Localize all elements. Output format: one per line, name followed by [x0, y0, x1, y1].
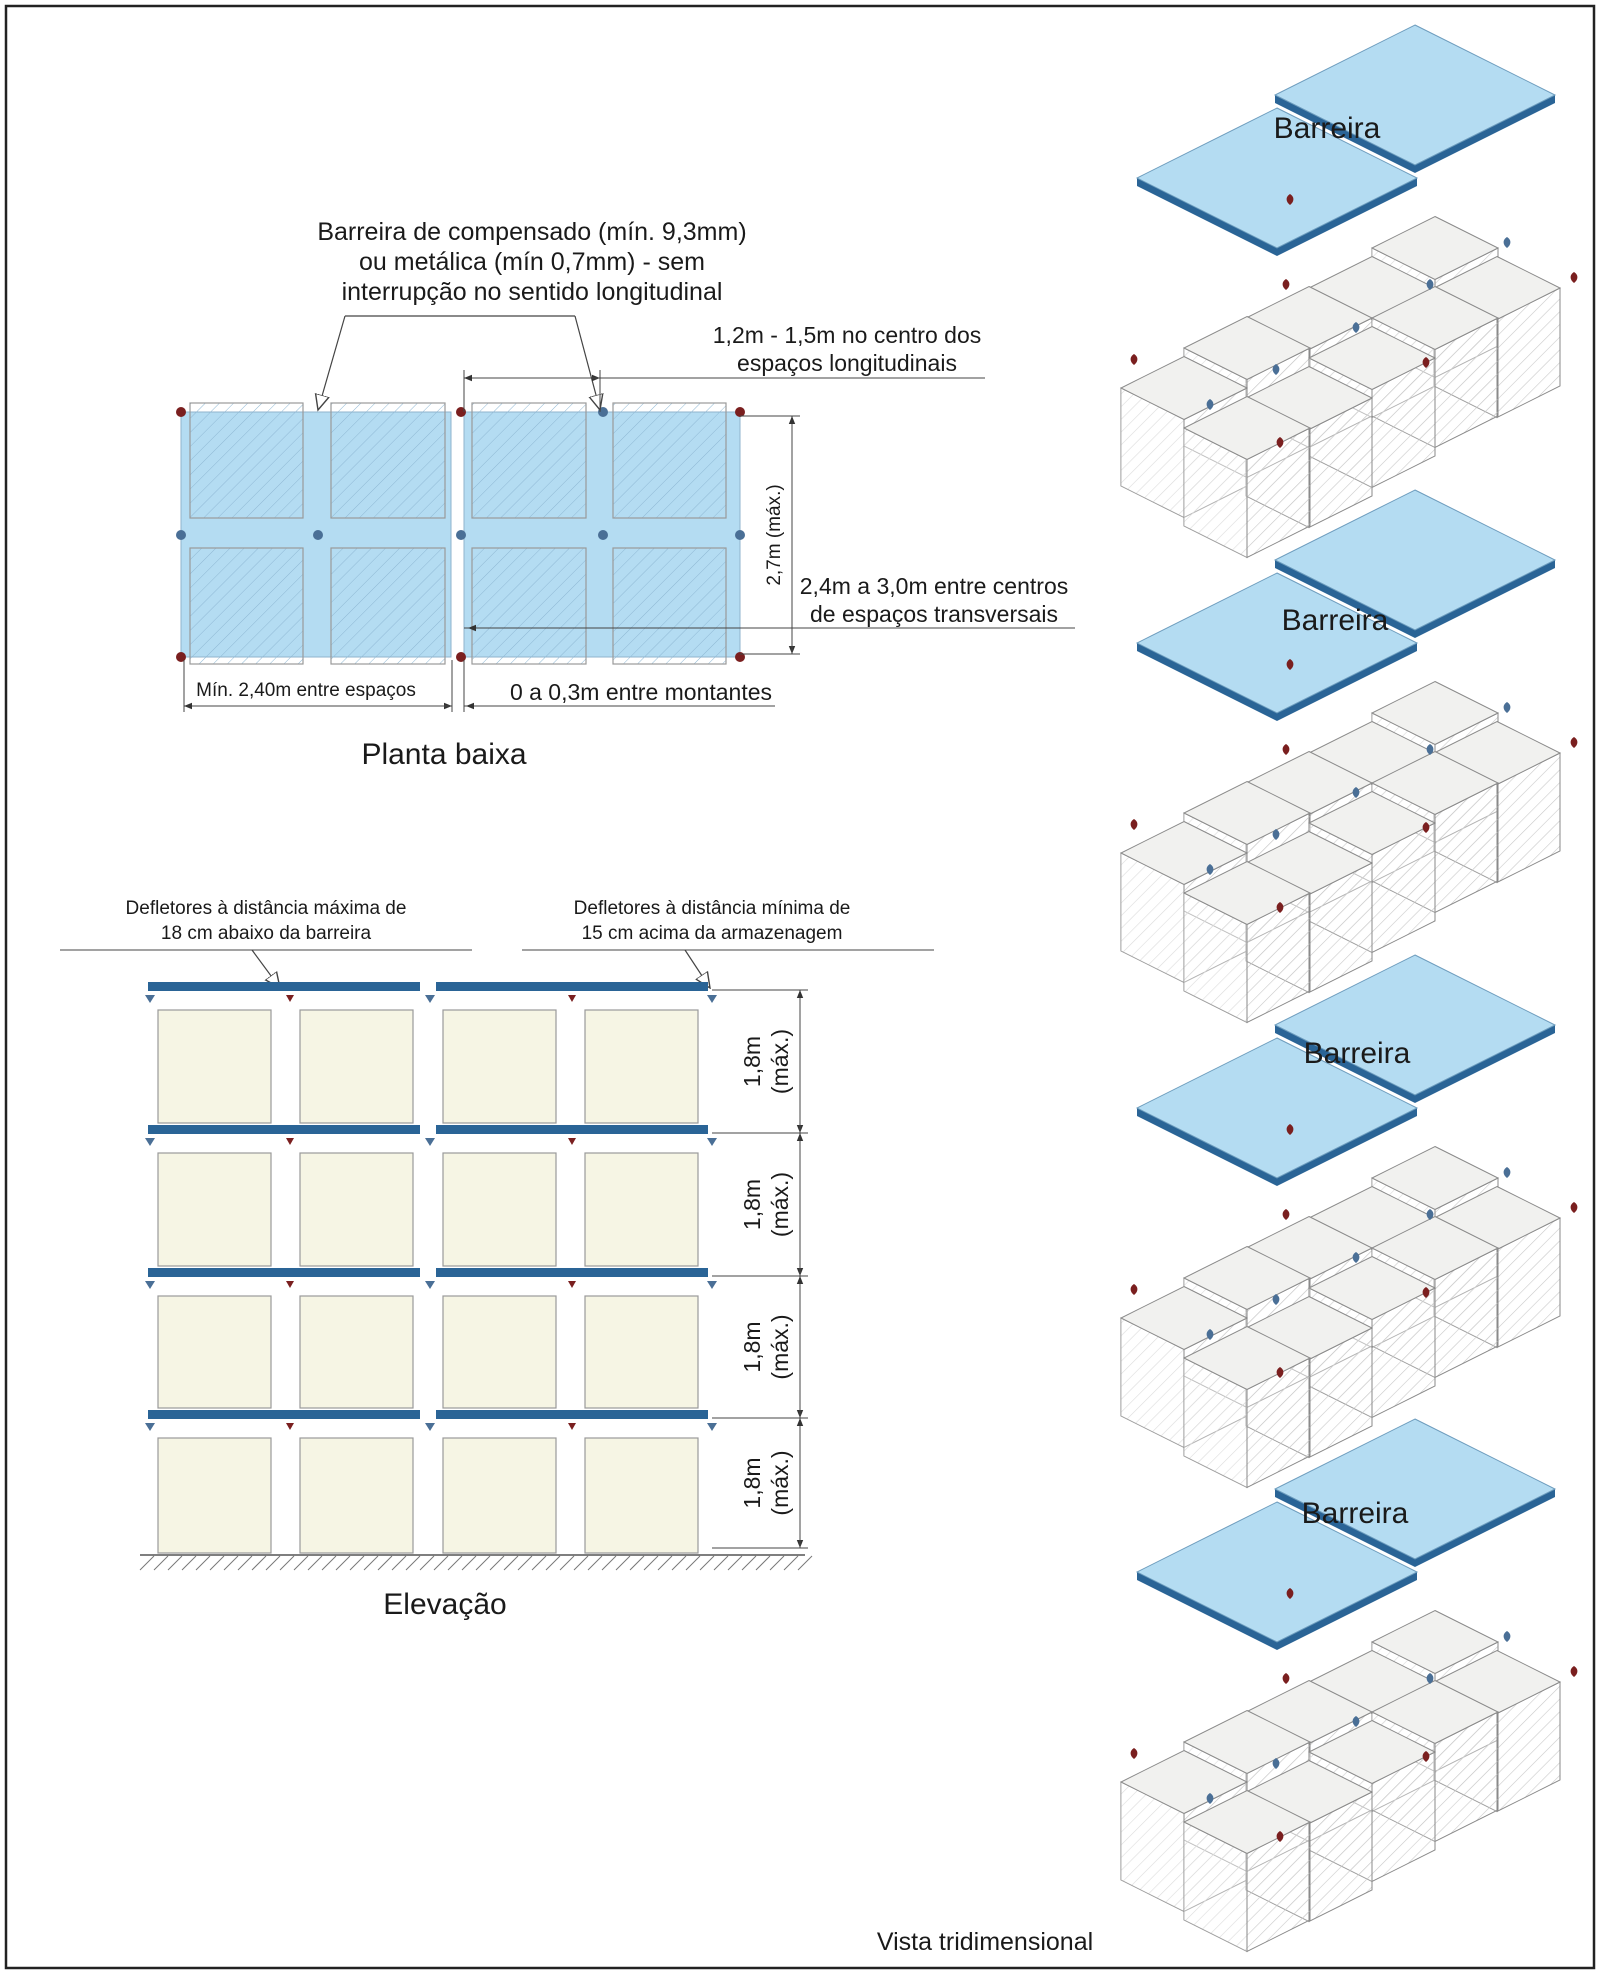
plan-transversal-note-line1: 2,4m a 3,0m entre centros	[799, 573, 1069, 599]
plan-storage-box	[613, 548, 726, 664]
plan-min-space-label: Mín. 2,40m entre espaços	[196, 680, 416, 701]
deflector-blue	[145, 1138, 155, 1146]
floor-plan	[176, 218, 1075, 771]
elevation-storage-box	[158, 1153, 271, 1266]
plan-storage-box	[331, 403, 445, 518]
ground-hatch	[140, 1556, 812, 1570]
elevation-right-note-line1: Defletores à distância mínima de	[573, 898, 851, 919]
elevation-storage-box	[585, 1010, 698, 1123]
sprinkler-dot-red	[176, 407, 186, 417]
iso-barrier-label: Barreira	[1303, 1037, 1411, 1070]
plan-storage-box	[472, 548, 586, 664]
sprinkler-dot-blue	[456, 530, 466, 540]
sprinkler-dot-blue	[735, 530, 745, 540]
elevation-left-note-line1: Defletores à distância máxima de	[125, 898, 407, 919]
elevation-barrier	[436, 982, 708, 991]
elevation-barrier	[436, 1125, 708, 1134]
deflector-blue	[425, 1138, 435, 1146]
deflector-red	[568, 1423, 576, 1430]
plan-title: Planta baixa	[361, 738, 527, 771]
deflector-blue	[145, 995, 155, 1003]
plan-barrier-note-line3: interrupção no sentido longitudinal	[341, 278, 723, 306]
tier-height-value: 1,8m	[739, 1321, 765, 1373]
tier-height-value: 1,8m	[739, 1035, 765, 1088]
iso-sprinkler	[1283, 744, 1290, 755]
deflector-red	[286, 1138, 294, 1145]
plan-longitudinal-note-line2: espaços longitudinais	[737, 350, 957, 376]
elevation-storage-box	[158, 1438, 271, 1553]
elevation-left-note-line2: 18 cm abaixo da barreira	[160, 923, 372, 944]
tier-height-value: 1,8m	[739, 1457, 765, 1509]
elevation-right-note-line2: 15 cm acima da armazenagem	[581, 923, 843, 944]
iso-sprinkler	[1131, 819, 1138, 830]
deflector-blue	[425, 995, 435, 1003]
deflector-blue	[707, 995, 717, 1003]
iso-level	[1121, 25, 1577, 558]
plan-barrier-note-line2: ou metálica (mín 0,7mm) - sem	[359, 248, 705, 276]
plan-storage-box	[331, 548, 445, 664]
iso-level	[1121, 955, 1577, 1488]
elevation-barrier	[148, 1125, 420, 1134]
iso-sprinkler	[1283, 1209, 1290, 1220]
deflector-blue	[425, 1281, 435, 1289]
iso-sprinkler	[1571, 1202, 1578, 1213]
elevation-barrier	[148, 1410, 420, 1419]
deflector-blue	[707, 1281, 717, 1289]
deflector-red	[568, 995, 576, 1002]
tier-height-unit: (máx.)	[767, 1171, 793, 1238]
elevation-storage-box	[585, 1438, 698, 1553]
deflector-blue	[707, 1423, 717, 1431]
deflector-red	[286, 1423, 294, 1430]
deflector-red	[568, 1281, 576, 1288]
iso-sprinkler	[1283, 1673, 1290, 1684]
tier-height-unit: (máx.)	[767, 1314, 793, 1380]
elevation-storage-box	[443, 1438, 556, 1553]
elevation-storage-box	[300, 1010, 413, 1123]
elevation-barrier	[436, 1410, 708, 1419]
elevation-barrier	[148, 1268, 420, 1277]
plan-transversal-note-line2: de espaços transversais	[809, 601, 1059, 627]
plan-storage-box	[613, 403, 726, 518]
sprinkler-dot-blue	[176, 530, 186, 540]
elevation-storage-box	[300, 1153, 413, 1266]
deflector-blue	[425, 1423, 435, 1431]
elevation-storage-box	[585, 1296, 698, 1408]
tier-height-value: 1,8m	[739, 1178, 765, 1231]
plan-storage-box	[190, 403, 303, 518]
deflector-blue	[145, 1423, 155, 1431]
plan-longitudinal-note-line1: 1,2m - 1,5m no centro dos	[712, 322, 982, 348]
deflector-blue	[707, 1138, 717, 1146]
elevation-storage-box	[585, 1153, 698, 1266]
iso-barrier-label: Barreira	[1301, 1497, 1409, 1530]
deflector-red	[286, 995, 294, 1002]
elevation-title: Elevação	[383, 1588, 507, 1621]
tier-height-unit: (máx.)	[767, 1028, 793, 1095]
iso-sprinkler	[1504, 237, 1511, 248]
deflector-red	[568, 1138, 576, 1145]
plan-uprights-label: 0 a 0,3m entre montantes	[509, 679, 773, 705]
iso-barrier-label: Barreira	[1281, 604, 1389, 637]
elevation-storage-box	[300, 1438, 413, 1553]
iso-level	[1121, 490, 1577, 1023]
plan-storage-box	[472, 403, 586, 518]
iso-sprinkler	[1131, 1748, 1138, 1759]
elevation-storage-box	[158, 1010, 271, 1123]
elevation-storage-box	[300, 1296, 413, 1408]
elevation-barrier	[436, 1268, 708, 1277]
iso-sprinkler	[1283, 279, 1290, 290]
iso-sprinkler	[1131, 1284, 1138, 1295]
deflector-blue	[145, 1281, 155, 1289]
sprinkler-dot-blue	[598, 530, 608, 540]
elevation	[60, 898, 934, 1621]
iso-sprinkler	[1504, 1631, 1511, 1642]
elevation-tiers	[145, 982, 812, 1553]
elevation-barrier	[148, 982, 420, 991]
iso-sprinkler	[1504, 1167, 1511, 1178]
iso-sprinkler	[1504, 702, 1511, 713]
iso-sprinkler	[1571, 737, 1578, 748]
elevation-storage-box	[158, 1296, 271, 1408]
iso-title: Vista tridimensional	[876, 1928, 1094, 1956]
tier-height-unit: (máx.)	[767, 1450, 793, 1516]
elevation-storage-box	[443, 1153, 556, 1266]
plan-barrier-note-line1: Barreira de compensado (mín. 9,3mm)	[317, 218, 747, 246]
plan-storage-box	[190, 548, 303, 664]
isometric-view	[1121, 25, 1577, 1952]
iso-sprinkler	[1131, 354, 1138, 365]
iso-sprinkler	[1571, 1666, 1578, 1677]
plan-height-dim: 2,7m (máx.)	[764, 484, 785, 586]
elevation-storage-box	[443, 1296, 556, 1408]
iso-level	[1121, 1419, 1577, 1952]
iso-barrier-label: Barreira	[1273, 112, 1381, 145]
iso-sprinkler	[1571, 272, 1578, 283]
deflector-red	[286, 1281, 294, 1288]
elevation-storage-box	[443, 1010, 556, 1123]
sprinkler-dot-blue	[313, 530, 323, 540]
